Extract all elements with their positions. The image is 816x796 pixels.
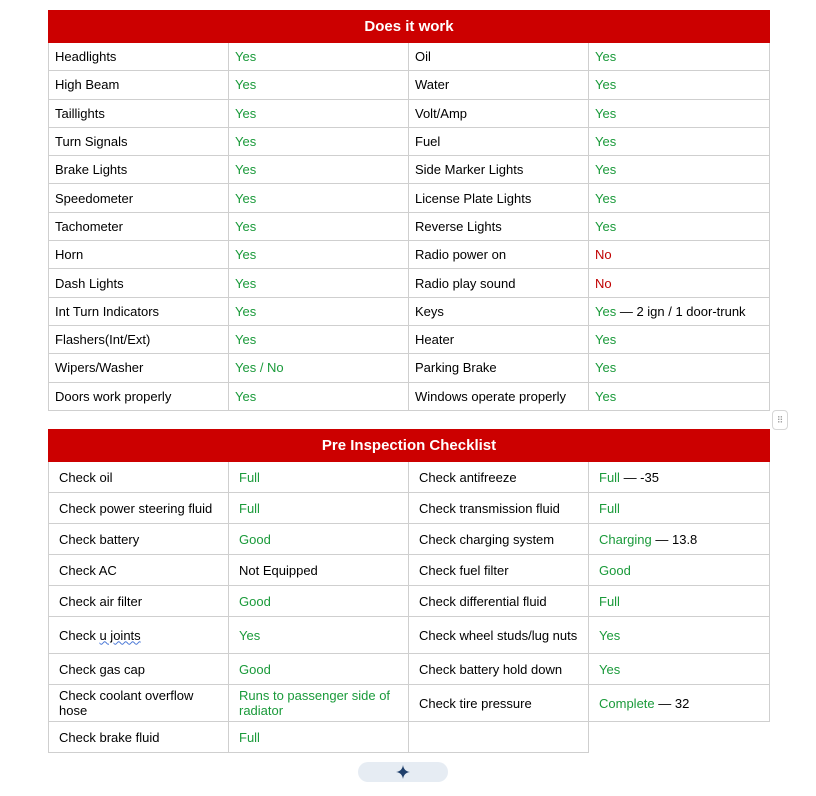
item-status[interactable]: Full [589, 493, 770, 524]
item-label[interactable]: License Plate Lights [409, 184, 589, 212]
item-status[interactable] [589, 297, 770, 325]
item-label[interactable]: Check brake fluid [49, 722, 229, 753]
ai-assist-button[interactable] [358, 762, 448, 782]
item-label[interactable]: Speedometer [49, 184, 229, 212]
item-label[interactable]: Flashers(Int/Ext) [49, 325, 229, 353]
status-note: — -35 [619, 469, 659, 485]
item-label[interactable]: Water [409, 71, 589, 99]
table-row [49, 241, 770, 269]
item-status[interactable]: Good [229, 586, 409, 617]
item-status[interactable]: Yes [229, 297, 409, 325]
item-status[interactable]: Yes [229, 325, 409, 353]
table-row [49, 382, 770, 410]
item-status[interactable]: Yes [229, 156, 409, 184]
item-status[interactable]: Yes [589, 382, 770, 410]
item-status[interactable]: Full [589, 586, 770, 617]
item-status[interactable]: Yes [589, 43, 770, 71]
item-status[interactable]: Yes [229, 43, 409, 71]
item-label[interactable]: Volt/Amp [409, 99, 589, 127]
pre-inspection-table [48, 429, 770, 753]
item-label[interactable]: Taillights [49, 99, 229, 127]
status-value: Charging [599, 531, 652, 547]
item-status[interactable]: Yes [229, 269, 409, 297]
item-label[interactable]: Reverse Lights [409, 212, 589, 240]
item-status[interactable]: Yes [589, 184, 770, 212]
item-status[interactable]: Good [229, 654, 409, 685]
item-status[interactable]: Yes [229, 212, 409, 240]
item-label[interactable]: Doors work properly [49, 382, 229, 410]
item-status[interactable]: Yes [589, 71, 770, 99]
item-status[interactable]: Yes [229, 382, 409, 410]
item-label[interactable]: Windows operate properly [409, 382, 589, 410]
sparkle-icon [396, 765, 410, 779]
table-row [49, 555, 770, 586]
item-label[interactable]: Wipers/Washer [49, 354, 229, 382]
table-title: Pre Inspection Checklist [49, 430, 770, 462]
status-value: Full [599, 469, 620, 485]
item-label[interactable]: Check wheel studs/lug nuts [409, 617, 589, 654]
item-label[interactable]: Check charging system [409, 524, 589, 555]
item-label[interactable]: Tachometer [49, 212, 229, 240]
table-row [49, 269, 770, 297]
item-status[interactable]: Yes [229, 127, 409, 155]
item-label[interactable]: Headlights [49, 43, 229, 71]
item-label[interactable]: Heater [409, 325, 589, 353]
item-label[interactable]: Radio play sound [409, 269, 589, 297]
item-status[interactable]: No [589, 241, 770, 269]
item-label[interactable]: Check antifreeze [409, 462, 589, 493]
item-label[interactable]: Check power steering fluid [49, 493, 229, 524]
item-status[interactable] [589, 462, 770, 493]
item-status[interactable]: Runs to passenger side of radiator [229, 685, 409, 722]
table-row [49, 654, 770, 685]
does-it-work-table [48, 10, 770, 411]
table-row [49, 99, 770, 127]
item-label[interactable]: Parking Brake [409, 354, 589, 382]
table-row [49, 156, 770, 184]
table-row [49, 586, 770, 617]
item-label[interactable]: Check battery hold down [409, 654, 589, 685]
table-row [49, 524, 770, 555]
item-status[interactable]: Full [229, 493, 409, 524]
item-label[interactable]: High Beam [49, 71, 229, 99]
item-status[interactable]: Full [229, 462, 409, 493]
item-status[interactable]: Yes [589, 654, 770, 685]
empty-cell [589, 722, 770, 753]
item-label[interactable]: Check AC [49, 555, 229, 586]
drag-handle-icon[interactable]: ⠿ [772, 410, 788, 430]
table-row [49, 297, 770, 325]
item-status[interactable]: Yes [589, 354, 770, 382]
status-note: — 32 [654, 695, 690, 711]
item-status[interactable] [589, 685, 770, 722]
item-label[interactable]: Radio power on [409, 241, 589, 269]
table-row [49, 325, 770, 353]
item-label[interactable]: Check coolant overflow hose [49, 685, 229, 722]
item-status[interactable]: No [589, 269, 770, 297]
item-status[interactable]: Yes [589, 212, 770, 240]
table-row [49, 127, 770, 155]
table-title: Does it work [49, 11, 770, 43]
item-status[interactable]: Yes [589, 127, 770, 155]
table-row [49, 71, 770, 99]
item-status[interactable]: Yes [589, 99, 770, 127]
item-status[interactable]: Good [229, 524, 409, 555]
item-status[interactable]: Yes [589, 617, 770, 654]
table-row [49, 493, 770, 524]
spellcheck-word: u joints [99, 627, 141, 643]
item-label[interactable]: Oil [409, 43, 589, 71]
item-status[interactable]: Good [589, 555, 770, 586]
item-status[interactable]: Yes [589, 325, 770, 353]
table-row [49, 722, 770, 753]
item-status[interactable]: Full [229, 722, 409, 753]
item-status[interactable]: Yes / No [229, 354, 409, 382]
table-row [49, 354, 770, 382]
status-value: Yes [595, 303, 617, 319]
item-label[interactable]: Check gas cap [49, 654, 229, 685]
item-status[interactable]: Yes [229, 617, 409, 654]
item-label[interactable]: Side Marker Lights [409, 156, 589, 184]
empty-cell[interactable] [409, 722, 589, 753]
item-label[interactable]: Check tire pressure [409, 685, 589, 722]
item-label[interactable]: Check battery [49, 524, 229, 555]
item-status[interactable]: Yes [229, 241, 409, 269]
item-label-prefix: Check [59, 627, 100, 643]
item-label[interactable]: Check differential fluid [409, 586, 589, 617]
item-status[interactable]: Not Equipped [229, 555, 409, 586]
status-note: — 13.8 [651, 531, 698, 547]
item-label[interactable]: Brake Lights [49, 156, 229, 184]
item-label[interactable] [49, 617, 229, 654]
item-label[interactable]: Check oil [49, 462, 229, 493]
item-label[interactable]: Dash Lights [49, 269, 229, 297]
item-label[interactable]: Check transmission fluid [409, 493, 589, 524]
table-row [49, 184, 770, 212]
item-label[interactable]: Horn [49, 241, 229, 269]
item-label[interactable]: Fuel [409, 127, 589, 155]
item-status[interactable] [589, 524, 770, 555]
item-status[interactable]: Yes [229, 99, 409, 127]
item-status[interactable]: Yes [229, 184, 409, 212]
item-label[interactable]: Check fuel filter [409, 555, 589, 586]
table-row [49, 462, 770, 493]
status-note: — 2 ign / 1 door-trunk [616, 303, 746, 319]
table-row [49, 617, 770, 654]
item-status[interactable]: Yes [229, 71, 409, 99]
table-row [49, 685, 770, 722]
item-label[interactable]: Check air filter [49, 586, 229, 617]
item-label[interactable]: Keys [409, 297, 589, 325]
item-label[interactable]: Turn Signals [49, 127, 229, 155]
table-row [49, 43, 770, 71]
table-row [49, 212, 770, 240]
status-value: Complete [599, 695, 655, 711]
item-status[interactable]: Yes [589, 156, 770, 184]
item-label[interactable]: Int Turn Indicators [49, 297, 229, 325]
